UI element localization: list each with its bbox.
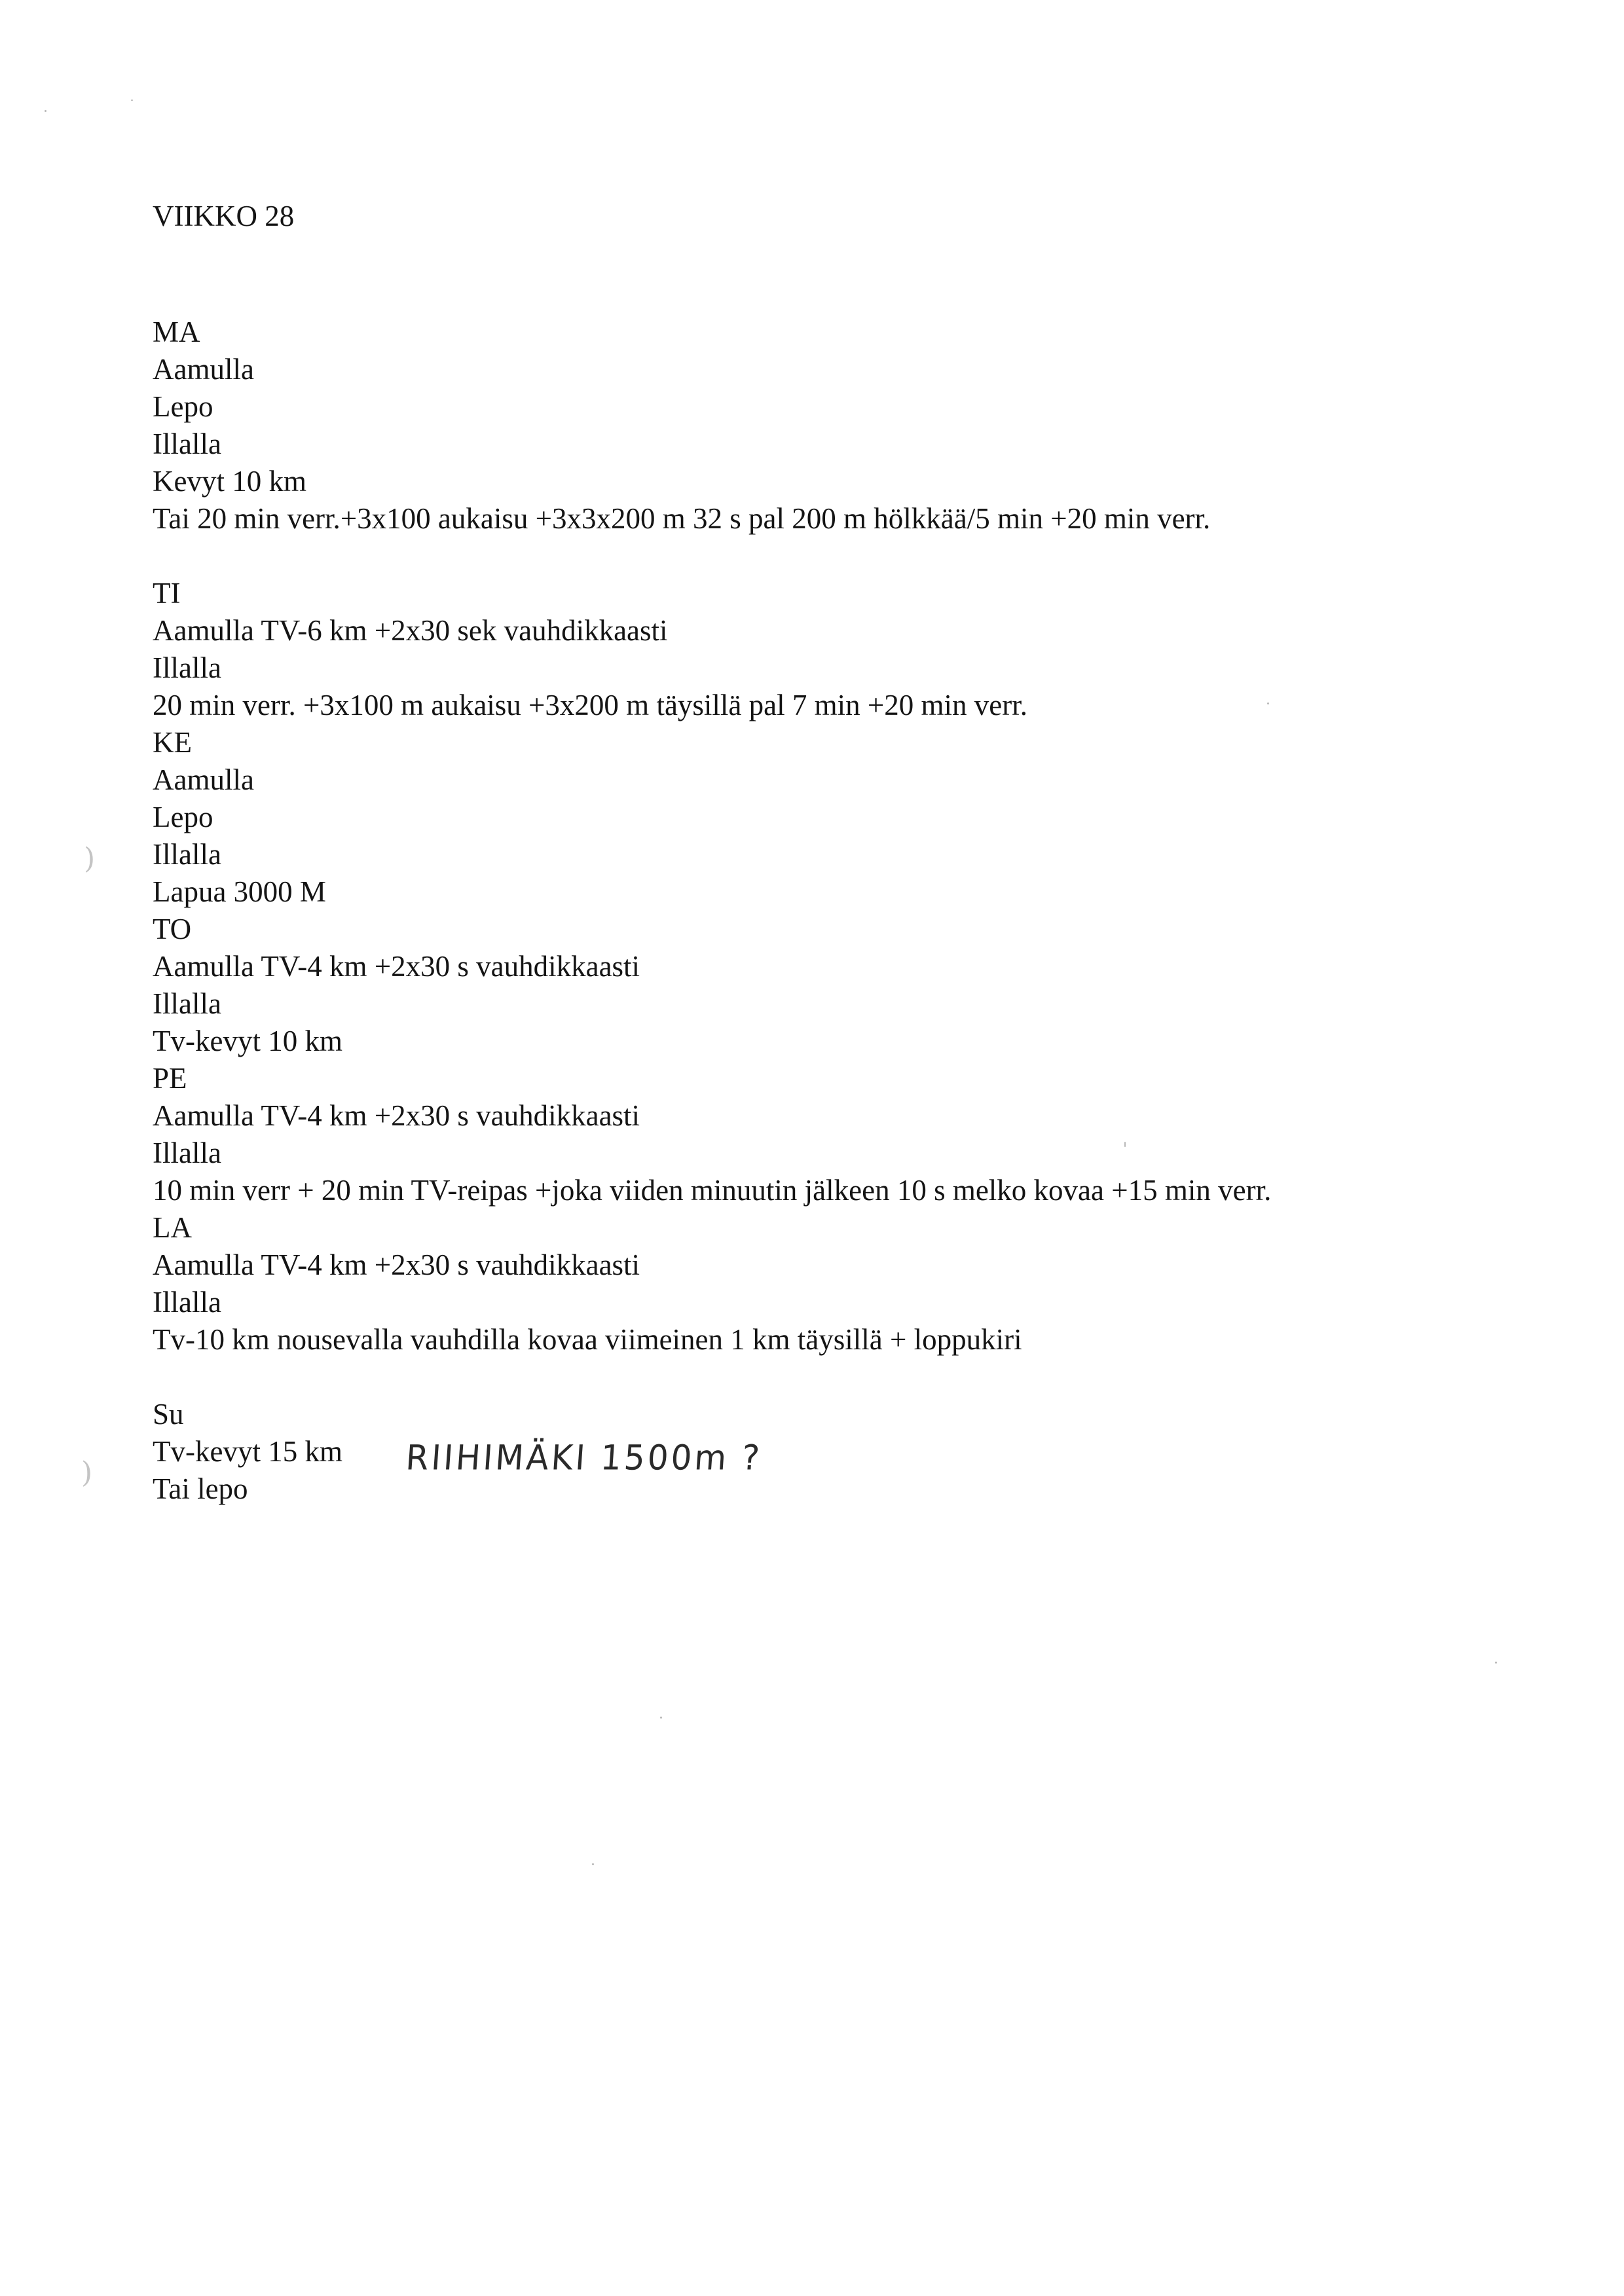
- text-line: Illalla: [153, 1137, 221, 1169]
- text-line: Aamulla TV-4 km +2x30 s vauhdikkaasti: [153, 1099, 640, 1132]
- text-line: Illalla: [153, 1286, 221, 1319]
- text-line: Aamulla: [153, 763, 254, 796]
- text-line: Aamulla: [153, 353, 254, 386]
- text-line: Lepo: [153, 390, 213, 423]
- text-line: Lapua 3000 M: [153, 875, 326, 908]
- scan-mark: ): [84, 842, 96, 875]
- text-line: Aamulla TV-6 km +2x30 sek vauhdikkaasti: [153, 614, 668, 647]
- text-line: Tv-10 km nousevalla vauhdilla kovaa viimeinen 1 km täysillä + loppukiri: [153, 1323, 1022, 1356]
- handwritten-note: RIIHIMÄKI 1500m ?: [404, 1438, 764, 1478]
- text-line: Illalla: [153, 987, 221, 1020]
- text-line: Tv-kevyt 15 km: [153, 1435, 342, 1468]
- day-heading-su: Su: [153, 1398, 184, 1430]
- day-heading-pe: PE: [153, 1062, 187, 1095]
- text-line: Aamulla TV-4 km +2x30 s vauhdikkaasti: [153, 950, 640, 983]
- day-heading-ma: MA: [153, 316, 200, 348]
- day-heading-la: LA: [153, 1211, 192, 1244]
- text-line: Illalla: [153, 838, 221, 871]
- text-line: Kevyt 10 km: [153, 465, 306, 498]
- day-heading-to: TO: [153, 913, 192, 945]
- scan-speck: [45, 110, 46, 112]
- scan-speck: [1124, 1142, 1126, 1147]
- text-line: Tai lepo: [153, 1472, 248, 1505]
- text-line: Illalla: [153, 651, 221, 684]
- text-line: Lepo: [153, 801, 213, 833]
- day-heading-ke: KE: [153, 726, 192, 759]
- text-line: Tv-kevyt 10 km: [153, 1025, 342, 1057]
- scan-speck: [1495, 1662, 1497, 1664]
- text-line: Tai 20 min verr.+3x100 aukaisu +3x3x200 m 32 s pal 200 m hölkkää/5 min +20 min verr.: [153, 502, 1211, 535]
- scan-speck: [592, 1863, 594, 1865]
- scan-speck: [1267, 702, 1269, 704]
- text-line: 20 min verr. +3x100 m aukaisu +3x200 m täysillä pal 7 min +20 min verr.: [153, 689, 1027, 721]
- document-title: VIIKKO 28: [153, 200, 295, 232]
- scan-speck: [131, 100, 133, 101]
- text-line: 10 min verr + 20 min TV-reipas +joka viiden minuutin jälkeen 10 s melko kovaa +15 min verr.: [153, 1174, 1272, 1207]
- scan-mark: ): [81, 1456, 93, 1489]
- text-line: Illalla: [153, 428, 221, 460]
- text-line: Aamulla TV-4 km +2x30 s vauhdikkaasti: [153, 1248, 640, 1281]
- day-heading-ti: TI: [153, 577, 181, 610]
- scan-speck: [660, 1717, 662, 1719]
